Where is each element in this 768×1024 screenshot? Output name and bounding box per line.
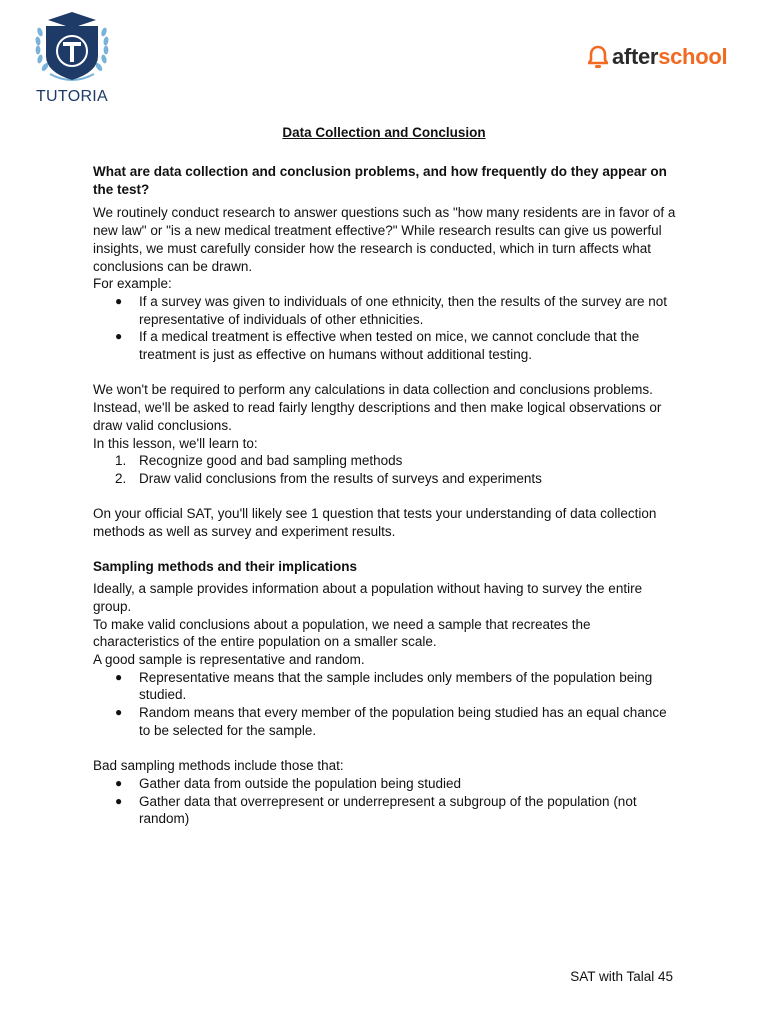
page-footer: SAT with Talal 45 — [570, 969, 673, 984]
paragraph: Ideally, a sample provides information about a population without having to survey the entire group. — [93, 581, 643, 614]
bullet-icon: ● — [115, 775, 123, 790]
list-item: ● Gather data from outside the population being studied — [115, 775, 461, 791]
list-item: 1. Recognize good and bad sampling methods — [115, 453, 403, 469]
paragraph: Bad sampling methods include those that: — [93, 758, 344, 774]
section-heading: What are data collection and conclusion problems, and how frequently do they appear on the test? — [93, 164, 667, 197]
section-heading: Sampling methods and their implications — [93, 559, 358, 575]
bullet-icon: ● — [115, 669, 123, 684]
list-item: ● Gather data that overrepresent or underrepresent a subgroup of the population (not random) — [115, 793, 637, 827]
paragraph: In this lesson, we'll learn to: — [93, 435, 258, 451]
bullet-list — [93, 669, 678, 740]
document-body — [93, 163, 678, 828]
tutoria-logo — [30, 10, 114, 106]
paragraph: For example: — [93, 276, 172, 292]
bullet-list — [93, 775, 678, 828]
paragraph: A good sample is representative and random. — [93, 651, 365, 667]
paragraph: We won't be required to perform any calculations in data collection and conclusions problems. Instead, we'll be asked to read fairly lengthy descriptions and then make logical observations or draw valid conclusions. — [93, 382, 662, 433]
afterschool-wordmark: afterschool — [612, 44, 728, 69]
paragraph: On your official SAT, you'll likely see 1 question that tests your understanding of data collection methods as well as survey and experiment results. — [93, 506, 657, 540]
paragraph: We routinely conduct research to answer questions such as "how many residents are in favor of a new law" or "is a new medical treatment effective?" While research results can give us powerful insights, we must carefully consider how the research is conducted, which in turn affects what conclusions can be drawn. — [93, 205, 676, 274]
bullet-icon: ● — [115, 705, 123, 720]
document-title: Data Collection and Conclusion — [282, 125, 486, 140]
bell-icon — [588, 45, 608, 69]
list-item: ● Random means that every member of the population being studied has an equal chance to be selected for the sample. — [115, 705, 667, 738]
tutoria-wordmark: TUTORIA — [35, 88, 109, 105]
list-item: 2. Draw valid conclusions from the results of surveys and experiments — [115, 470, 542, 486]
bullet-icon: ● — [115, 329, 123, 344]
bullet-list — [93, 293, 678, 364]
tutoria-shield-icon — [30, 10, 114, 90]
list-item: ● If a medical treatment is effective when tested on mice, we cannot conclude that the treatment is just as effective on humans without additional testing. — [115, 329, 640, 363]
paragraph: To make valid conclusions about a population, we need a sample that recreates the characteristics of the entire population on a smaller scale. — [93, 616, 591, 650]
numbered-list — [93, 452, 678, 487]
list-item: ● If a survey was given to individuals of one ethnicity, then the results of the survey are not representative of individuals of other ethnicities. — [115, 293, 668, 327]
list-item: ● Representative means that the sample includes only members of the population being studied. — [115, 669, 653, 703]
bullet-icon: ● — [115, 293, 123, 308]
afterschool-logo — [588, 42, 727, 72]
bullet-icon: ● — [115, 793, 123, 808]
